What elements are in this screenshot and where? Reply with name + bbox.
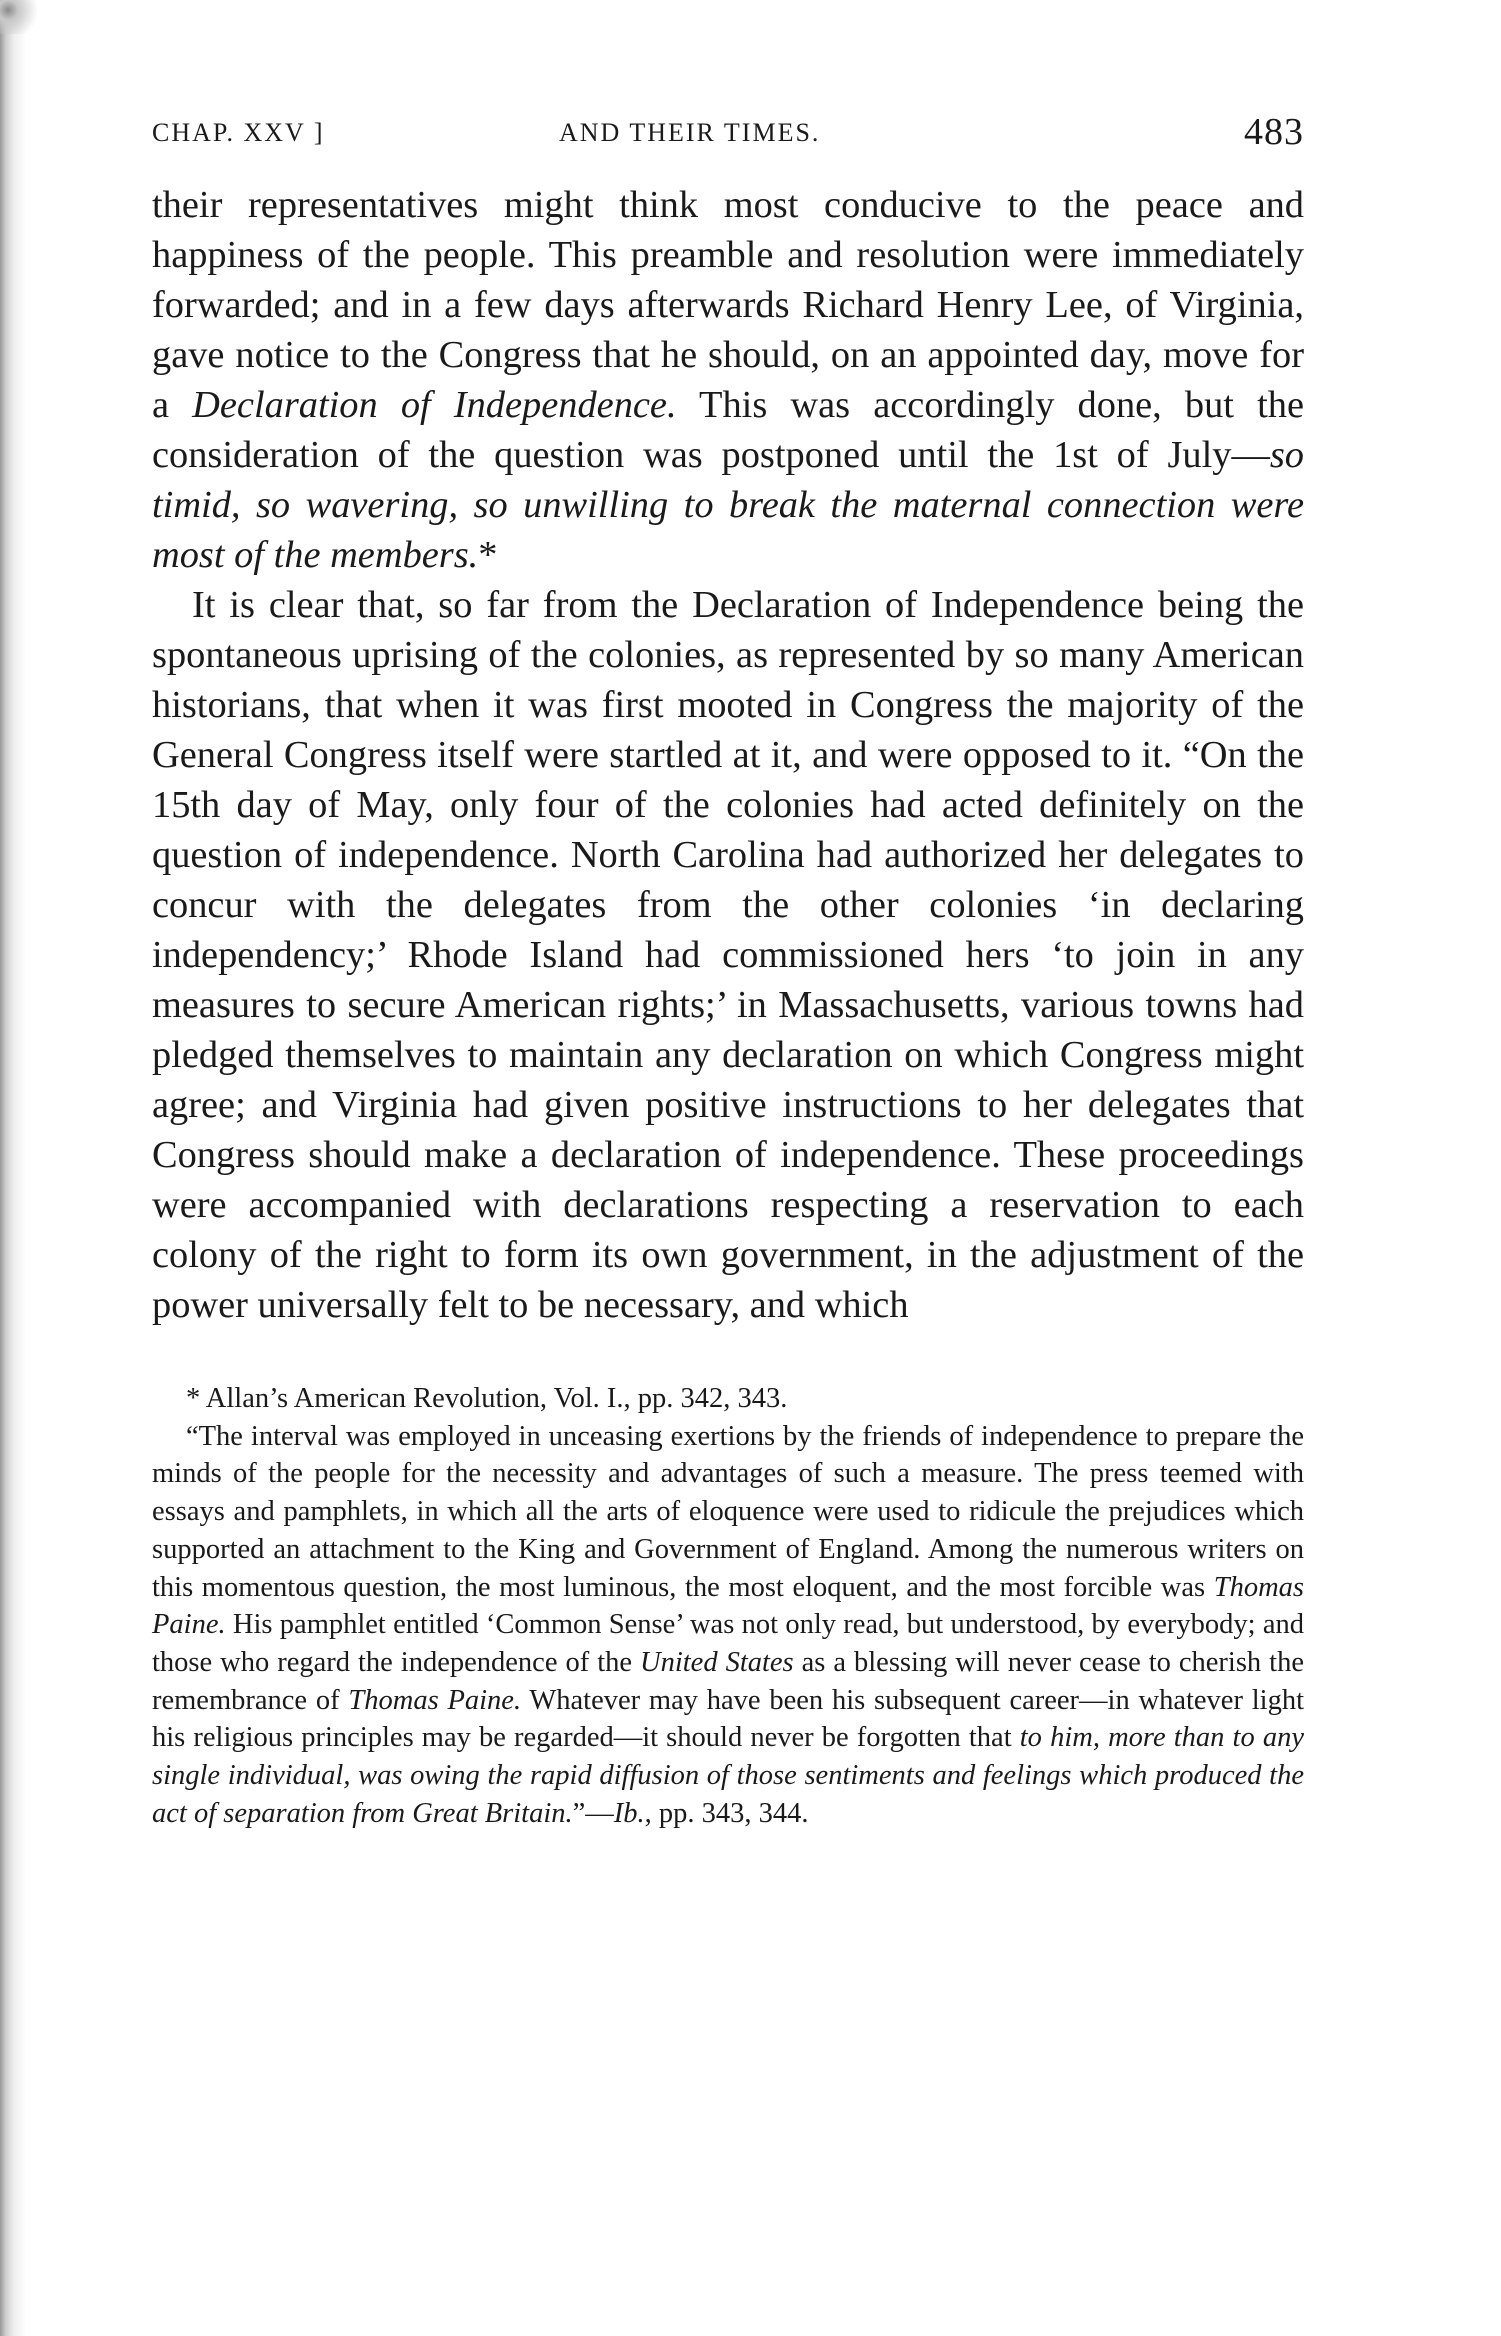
text-run: This was accordingly done, but the consideration of the question was postponed until the 1st of July— xyxy=(152,384,1304,476)
text-run: “The interval was employed in unceasing exertions by the friends of independence to prepare the minds of the people for the necessity and advantages of such a measure. The press teemed with essays and pamphlets, in which all the arts of eloquence were used to ridicule the prejudices which supported an attachment to the King and Government of England. Among the numerous writers on this momentous question, the most luminous, the most eloquent, and the most forcible was xyxy=(152,1420,1304,1603)
italic-run: Declaration of Independence. xyxy=(192,384,677,426)
text-run: His pamphlet entitled ‘Common Sense’ was not only read, but understood, by everybody; and those who regard the independence of the xyxy=(152,1609,1304,1678)
text-run: ”— xyxy=(572,1797,614,1829)
scan-corner-mark xyxy=(0,0,40,34)
italic-run: United States xyxy=(640,1646,794,1678)
footnote xyxy=(152,1418,1304,1833)
page-number: 483 xyxy=(1244,111,1304,153)
italic-run: Ib. xyxy=(613,1797,645,1829)
footnotes xyxy=(152,1380,1304,1832)
footnote: * Allan’s American Revolution, Vol. I., pp. 342, 343. xyxy=(186,1383,788,1414)
text-run: Whatever may have been his subsequent career—in whatever light his religious principles may be regarded—it should never be forgotten that xyxy=(152,1684,1304,1754)
main-text xyxy=(152,180,1304,1330)
running-header xyxy=(152,100,1304,180)
italic-run: Thomas Paine. xyxy=(348,1684,522,1716)
paragraph xyxy=(152,180,1304,580)
italic-run: to him, more than to any single individual, was owing the rapid diffusion of those sentiments and feelings which produced the act of separation from Great Britain. xyxy=(152,1722,1304,1829)
text-run: as a blessing will never cease to cherish the remembrance of xyxy=(152,1646,1304,1716)
book-page xyxy=(152,100,1304,1832)
scan-edge xyxy=(0,0,26,2336)
text-run: , pp. 343, 344. xyxy=(644,1797,809,1829)
italic-run: so timid, so wavering, so unwilling to break the maternal connection were most of the members. xyxy=(152,434,1304,576)
footnote-marker: * xyxy=(478,534,498,576)
italic-run: Thomas Paine. xyxy=(152,1571,1304,1641)
paragraph: It is clear that, so far from the Declaration of Independence being the spontaneous uprising of the colonies, as represented by so many American historians, that when it was first mooted in Congress the majority of the General Congress itself were startled at it, and were opposed to it. “On the 15th day of May, only four of the colonies had acted definitely on the question of independence. North Carolina had authorized her delegates to concur with the delegates from the other colonies ‘in declaring independency;’ Rhode Island had commissioned hers ‘to join in any measures to secure American rights;’ in Massachusetts, various towns had pledged themselves to maintain any declaration on which Congress might agree; and Virginia had given positive instructions to her delegates that Congress should make a declaration of independence. These proceedings were accompanied with declarations respecting a reservation to each colony of the right to form its own government, in the adjustment of the power universally felt to be necessary, and which xyxy=(152,584,1304,1326)
running-title: AND THEIR TIMES. xyxy=(559,118,821,147)
text-run: their representatives might think most conducive to the peace and happiness of the people. This preamble and resolution were immediately forwarded; and in a few days afterwards Richard Henry Lee, of Virginia, gave notice to the Congress that he should, on an appointed day, move for a xyxy=(152,184,1304,426)
chapter-label: CHAP. XXV ] xyxy=(152,118,325,147)
